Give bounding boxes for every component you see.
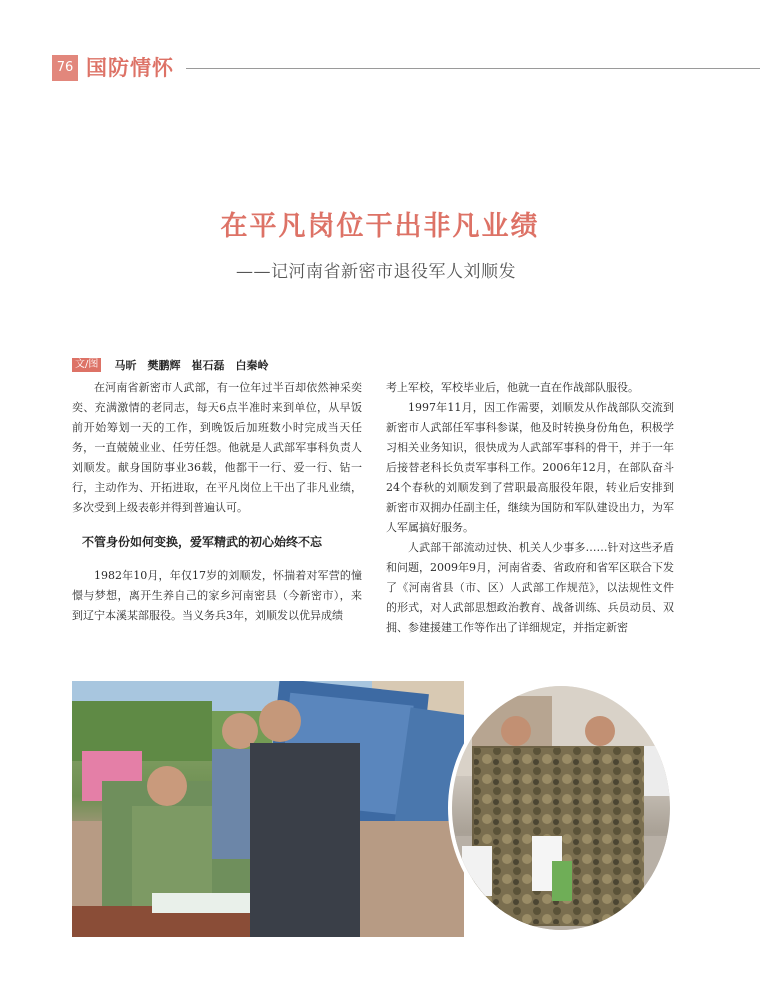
photo-veterans-illustration [452, 686, 674, 934]
section-title: 国防情怀 [86, 56, 174, 80]
right-paragraph-2: 1997年11月，因工作需要，刘顺发从作战部队交流到新密市人武部任军事科参谋，他及时转换身份角色，积极学习相关业务知识，很快成为人武部军事科的骨干，并于一年后接替老科长负责军事科工作。2006年12月，在部队奋斗24个春秋的刘顺发到了营职最高服役年限，转业后安排到新密市双拥办任副主任，继续为国防和军队建设出力，为军人军属搞好服务。 [386, 401, 674, 534]
left-paragraph-2: 1982年10月，年仅17岁的刘顺发，怀揣着对军营的憧憬与梦想，离开生养自己的家乡河南密县（今新密市），来到辽宁本溪某部服役。当义务兵3年，刘顺发以优异成绩 [72, 569, 362, 622]
photo-veterans [448, 682, 674, 934]
photo-consultation-illustration [72, 681, 464, 937]
right-paragraph-1: 考上军校，军校毕业后，他就一直在作战部队服役。 [386, 381, 639, 394]
page-header [52, 55, 760, 83]
header-rule [186, 68, 760, 69]
byline-tag: 文/图 [72, 358, 101, 372]
section-heading: 不管身份如何变换，爱军精武的初心始终不忘 [82, 535, 323, 549]
right-paragraph-3: 人武部干部流动过快、机关人少事多……针对这些矛盾和问题，2009年9月，河南省委、省政府和省军区联合下发了《河南省县（市、区）人武部工作规范》，以法规性文件的形式，对人武部思想政治教育、战备训练、兵员动员、双拥、参建援建工作等作出了详细规定，并指定新密 [386, 541, 674, 634]
article-subtitle: ——记河南省新密市退役军人刘顺发 [236, 262, 516, 282]
byline [72, 354, 268, 370]
article-title: 在平凡岗位干出非凡业绩 [220, 211, 540, 242]
byline-authors: 马昕 樊鹏辉 崔石磊 白秦岭 [114, 358, 269, 372]
left-paragraph-1: 在河南省新密市人武部，有一位年过半百却依然神采奕奕、充满激情的老同志，每天6点半准时来到单位，从早饭前开始筹划一天的工作，到晚饭后加班数小时完成当天任务，一直兢兢业业、任劳任怨。他就是人武部军事科负责人刘顺发。献身国防事业36载，他都干一行、爱一行、钻一行，主动作为、开拓进取，在平凡岗位上干出了非凡业绩，多次受到上级表彰并得到普遍认可。 [72, 381, 362, 514]
page-number: 76 [52, 55, 78, 81]
right-column [386, 378, 674, 638]
left-column [72, 378, 362, 626]
photo-consultation [72, 681, 464, 937]
